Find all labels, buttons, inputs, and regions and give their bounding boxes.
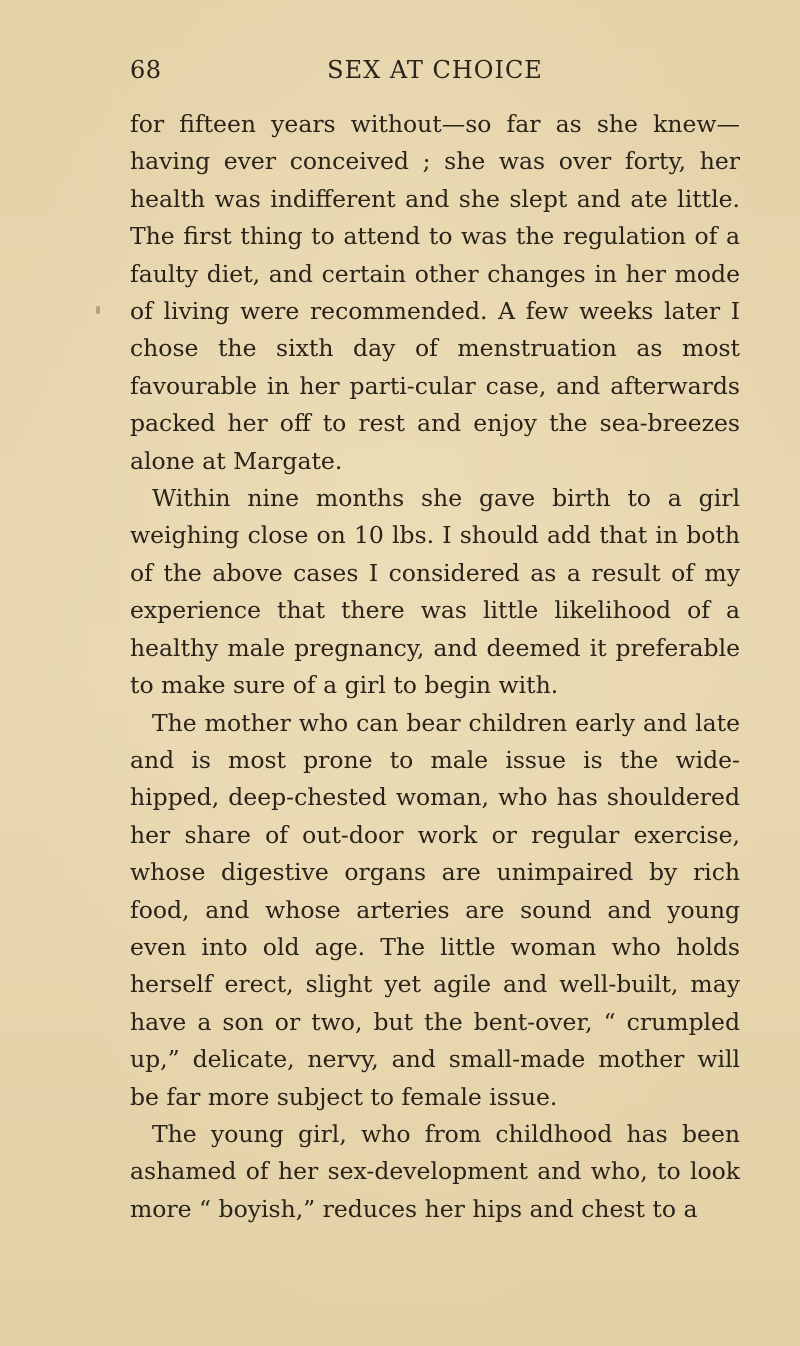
running-title: SEX AT CHOICE bbox=[327, 56, 543, 84]
page-header bbox=[130, 56, 740, 92]
paper-blemish bbox=[96, 306, 100, 314]
paragraph-3: The mother who can bear children early and late and is most prone to male issue is the wide-hipped, deep-chested woman, who has shouldered her share of out-door work or regular exercise, whose digestive organs are unimpaired by rich food, and whose arteries are sound and young even into old age. The little woman who holds herself erect, slight yet agile and well-built, may have a son or two, but the bent-over, “ crumpled up,” delicate, nervy, and small-made mother will be far more subject to female issue. bbox=[130, 708, 740, 1111]
paragraph-4: The young girl, who from childhood has been ashamed of her sex-development and who, to look more “ boyish,” reduces her hips and chest to a bbox=[130, 1119, 740, 1223]
body-text bbox=[130, 106, 740, 1228]
paragraph-2: Within nine months she gave birth to a girl weighing close on 10 lbs. I should add that in both of the above cases I considered as a result of my experience that there was little likelihood of a healthy male pregnancy, and deemed it preferable to make sure of a girl to begin with. bbox=[130, 484, 740, 700]
paragraph-1: for fifteen years without—so far as she knew—having ever conceived ; she was over forty, her health was indifferent and she slept and ate little. The first thing to attend to was the regulation of a faulty diet, and certain other changes in her mode of living were recommended. A few weeks later I chose the sixth day of menstruation as most favourable in her parti-cular case, and afterwards packed her off to rest and enjoy the sea-breezes alone at Margate. bbox=[130, 110, 740, 475]
page-number: 68 bbox=[130, 56, 162, 84]
